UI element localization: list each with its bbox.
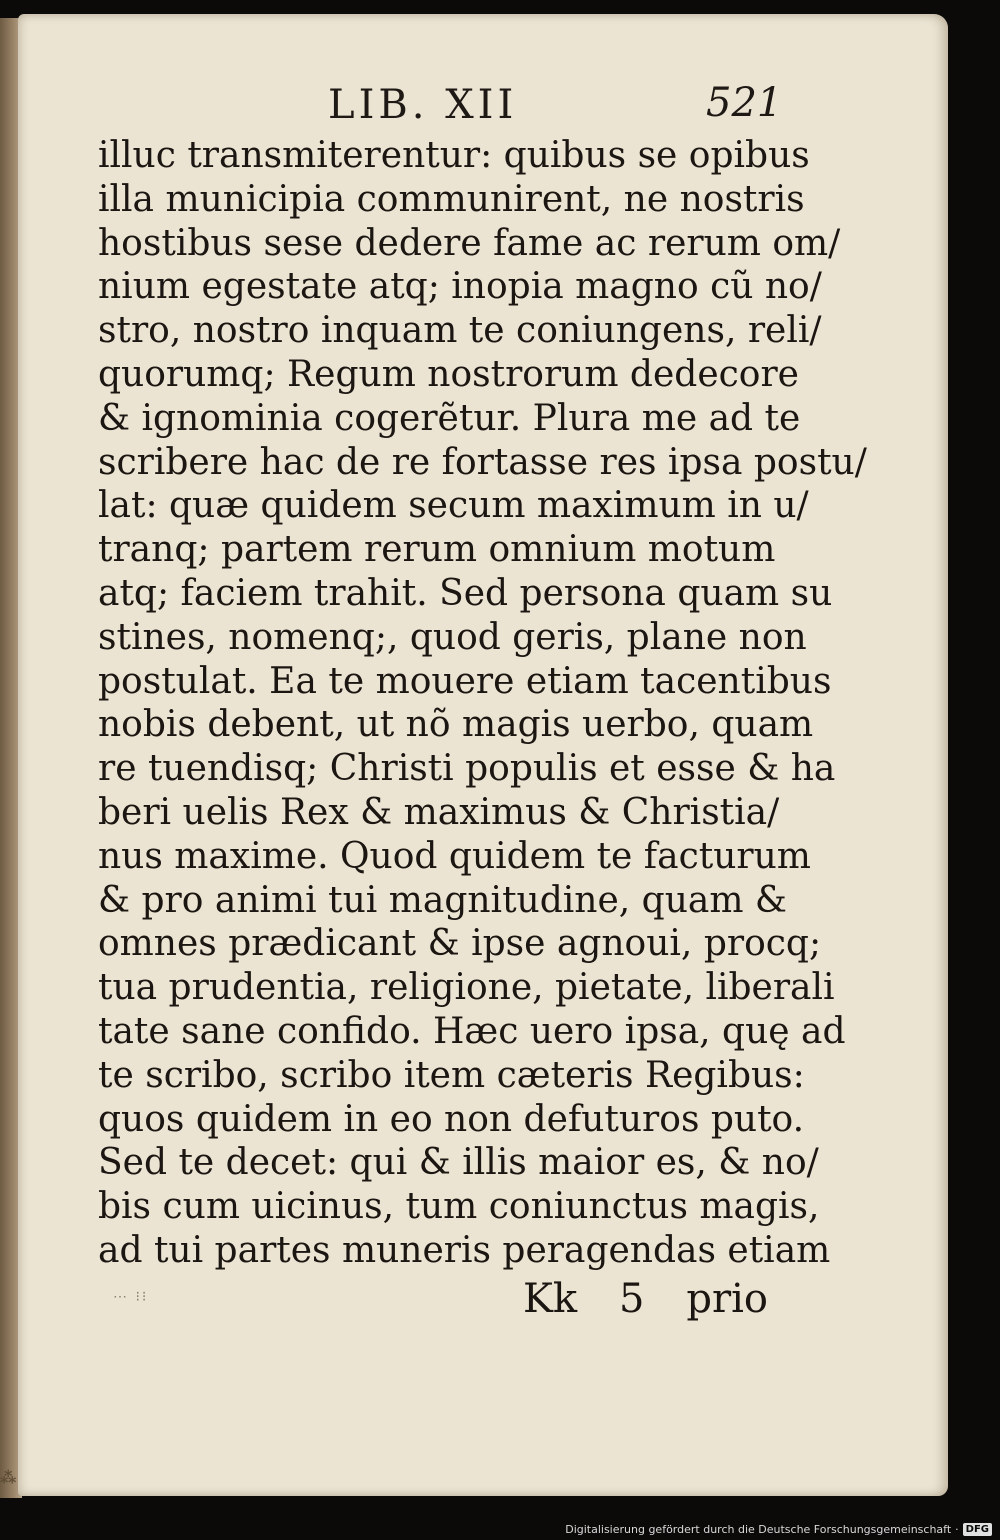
dfg-logo-icon: DFG [963,1523,992,1536]
text-line: illuc transmiterentur: quibus se opibus [98,135,810,176]
text-line: quorumq; Regum nostrorum dedecore [98,353,799,395]
text-line: nus maxime. Quod quidem te facturum [98,835,811,877]
text-line: stines, nomenq;, quod geris, plane non [98,616,807,658]
running-head: LIB. XII [328,82,518,128]
text-line: tranq; partem rerum omnium motum [98,529,776,571]
body-text [98,134,867,1273]
text-line: illa municipia communirent, ne nostris [98,178,805,220]
text-line: tate sane confido. Hæc uero ipsa, quę ad [98,1010,846,1052]
digitization-credit: Digitalisierung gefördert durch die Deutsche Forschungsgemeinschaft · DFG [565,1523,992,1536]
text-line: lat: quæ quidem secum maximum in u/ [98,485,809,527]
text-line: bis cum uicinus, tum coniunctus magis, [98,1186,820,1228]
text-line: beri uelis Rex & maximus & Christia/ [98,791,780,833]
catchline [523,1276,768,1322]
signature-number: 5 [619,1276,645,1322]
text-line: nium egestate atq; inopia magno cũ no/ [98,266,822,308]
book-page [18,14,948,1496]
text-line: omnes prædicant & ipse agnoui, procq; [98,923,822,965]
text-line: tua prudentia, religione, pietate, liberali [98,967,835,1009]
text-line: re tuendisq; Christi populis et esse & ha [98,748,836,790]
page-stain: ⁂ [0,1468,17,1487]
page-number: 521 [706,80,783,126]
text-line: hostibus sese dedere fame ac rerum om/ [98,222,841,264]
text-line: quos quidem in eo non defuturos puto. [98,1098,805,1140]
text-line: scribere hac de re fortasse res ipsa postu/ [98,441,867,483]
text-line: ad tui partes muneris peragendas etiam [98,1229,831,1271]
catchword: prio [686,1276,768,1322]
ink-bleed: ⋯ ⁝⁝ [113,1289,149,1305]
text-line: te scribo, scribo item cæteris Regibus: [98,1054,805,1096]
text-line: atq; faciem trahit. Sed persona quam su [98,572,833,614]
text-line: Sed te decet: qui & illis maior es, & no/ [98,1142,819,1184]
text-line: postulat. Ea te mouere etiam tacentibus [98,660,832,702]
text-line: & ignominia cogerẽtur. Plura me ad te [98,397,801,439]
text-line: nobis debent, ut nõ magis uerbo, quam [98,704,814,746]
credit-text: Digitalisierung gefördert durch die Deutsche Forschungsgemeinschaft [565,1523,952,1536]
signature-mark: Kk [523,1276,578,1322]
text-line: stro, nostro inquam te coniungens, reli/ [98,310,822,352]
text-line: & pro animi tui magnitudine, quam & [98,879,787,921]
